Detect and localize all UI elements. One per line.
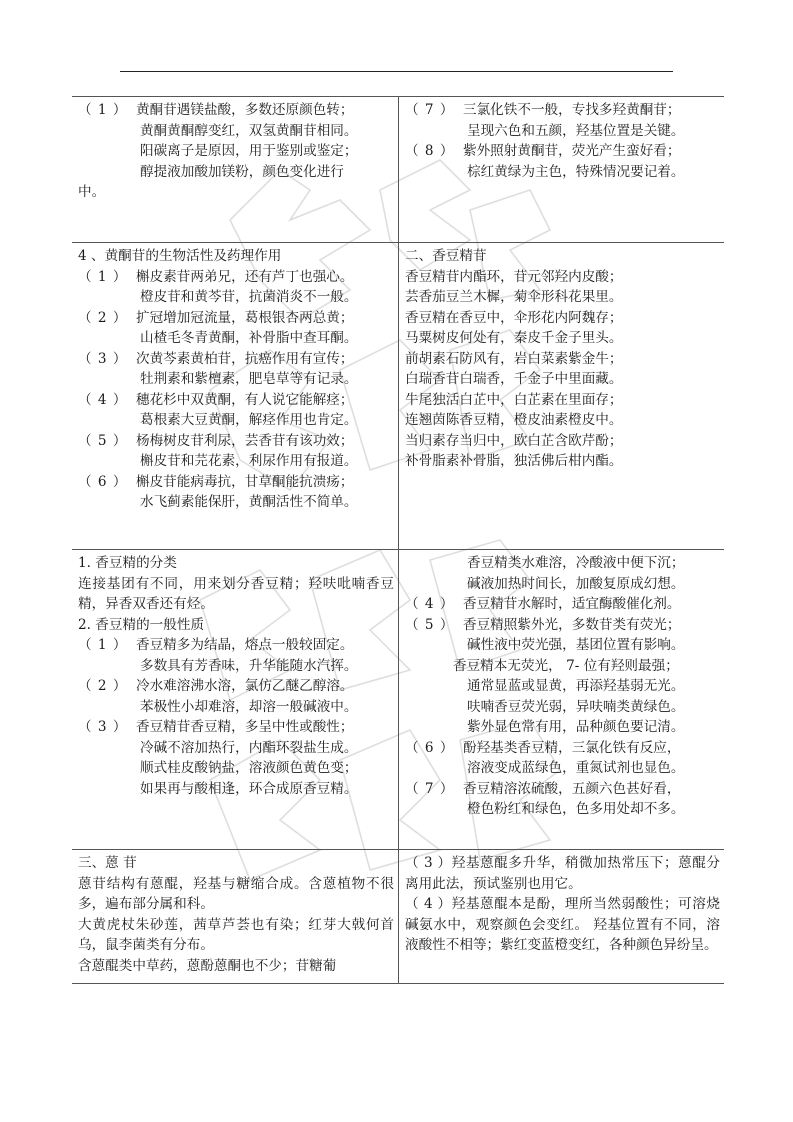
verse-table	[72, 96, 724, 984]
list-item: （ 2 ） 冷水难溶沸水溶，氯仿乙醚乙醇溶。	[78, 678, 354, 694]
list-item: （ 1 ） 槲皮素苷两弟兄，还有芦丁也强心。	[78, 268, 354, 285]
section-heading: 1. 香豆精的分类	[78, 555, 177, 571]
list-item: （ 7 ） 香豆精溶浓硫酸，五颜六色甚好看，	[405, 780, 681, 797]
list-item: （ 3 ） 香豆精苷香豆精，多呈中性或酸性；	[78, 719, 354, 735]
table-row	[72, 850, 724, 984]
table-row	[72, 97, 724, 243]
list-item: （ 3 ） 次黄芩素黄柏苷，抗癌作用有宣传；	[78, 350, 354, 367]
list-item: （ 8 ） 紫外照射黄酮苷，荧光产生蛮好看；	[405, 143, 681, 159]
section-heading: 三、蒽 苷	[78, 855, 137, 871]
table-row	[72, 243, 724, 550]
list-item: （ 1 ） 香豆精多为结晶，熔点一般较固定。	[78, 637, 354, 653]
list-item: （ 5 ） 香豆精照紫外光，多数苷类有荧光；	[405, 616, 681, 633]
section-heading: 4 、黄酮苷的生物活性及药理作用	[78, 248, 282, 264]
cell-anthraquinone-properties: （ 3 ）羟基蒽醌多升华，稍微加热常压下；蒽醌分离用此法，预试鉴别也用它。 （ 4 ）羟基蒽醌本是酚，理所当然弱酸性；可溶烧碱氨水中，观察颜色会变红。 羟基位置有不同，溶液酸性不相等；紫红变蓝橙变红，各种颜色异纷呈。	[405, 855, 720, 953]
cell-flavonoid-reactions-1: （ 1 ） 黄酮苷遇镁盐酸，多数还原颜色转； 黄酮黄酮醇变红，双氢黄酮苷相同。 阳碳离子是原因，用于鉴别或鉴定； 醇提液加酸加镁粉，颜色变化进行 中。	[72, 97, 399, 243]
list-item: （ 4 ） 香豆精苷水解时，适宜酶酸催化剂。	[405, 596, 681, 612]
cell-coumarin-glycosides: 二、香豆精苷 香豆精苷内酯环，苷元邻羟内皮酸； 芸香茄豆兰木樨，菊伞形科花果里。 香豆精在香豆中，伞形花内阿魏存； 马粟树皮何处有，秦皮千金子里头。 前胡素石防风有，岩白菜素紫金牛； 白瑞香苷白瑞香，千金子中里面藏。 牛尾独活白芷中，白芷素在里面存； 连翘茵陈香豆精，橙皮油素橙皮中。 当归素存当归中，欧白芷含欧芹酚； 补骨脂素补骨脂，独活佛后柑内酯。	[399, 243, 725, 550]
cell-coumarin-properties: 香豆精类水难溶，冷酸液中便下沉； 碱液加热时间长，加酸复原成幻想。 （ 4 ） 香豆精苷水解时，适宜酶酸催化剂。 （ 5 ） 香豆精照紫外光，多数苷类有荧光； 碱性液中荧光强，基团位置有影响。 香豆精本无荧光， 7- 位有羟则最强； 通常显蓝或显黄，再添羟基弱无光。 呋喃香豆荧光弱，异呋喃类黄绿色。 紫外显色常有用，品种颜色要记清。 （ 6 ） 酚羟基类香豆精，三氯化铁有反应， 溶液变成蓝绿色，重氮试剂也显色。 （ 7 ） 香豆精溶浓硫酸，五颜六色甚好看， 橙色粉红和绿色，色多用处却不多。	[399, 550, 725, 850]
table-row	[72, 550, 724, 850]
list-item: （ 6 ） 酚羟基类香豆精，三氯化铁有反应，	[405, 739, 681, 756]
section-heading: 二、香豆精苷	[405, 248, 487, 264]
section-heading: 2. 香豆精的一般性质	[78, 616, 205, 633]
list-item: （ 5 ） 杨梅树皮苷利尿，芸香苷有该功效；	[78, 432, 354, 449]
list-item: （ 4 ） 穗花杉中双黄酮，有人说它能解痉；	[78, 391, 354, 408]
list-item: （ 7 ） 三氯化铁不一般，专找多羟黄酮苷；	[405, 102, 681, 118]
list-item: （ 1 ） 黄酮苷遇镁盐酸，多数还原颜色转；	[78, 102, 354, 118]
cell-flavonoid-bioactivity: 4 、黄酮苷的生物活性及药理作用 （ 1 ） 槲皮素苷两弟兄，还有芦丁也强心。 橙皮苷和黄芩苷，抗菌消炎不一般。 （ 2 ） 扩冠增加冠流量，葛根银杏两总黄； 山楂毛冬青黄酮，补骨脂中查耳酮。 （ 3 ） 次黄芩素黄柏苷，抗癌作用有宣传； 牡荆素和紫檀素，肥皂草等有记录。 （ 4 ） 穗花杉中双黄酮，有人说它能解痉； 葛根素大豆黄酮，解痉作用也肯定。 （ 5 ） 杨梅树皮苷利尿，芸香苷有该功效； 槲皮苷和芫花素，利尿作用有报道。 （ 6 ） 槲皮苷能病毒抗，甘草酮能抗溃疡； 水飞蓟素能保肝，黄酮活性不简单。	[72, 243, 399, 550]
cell-flavonoid-reactions-2: （ 7 ） 三氯化铁不一般，专找多羟黄酮苷； 呈现六色和五颜，羟基位置是关键。 （ 8 ） 紫外照射黄酮苷，荧光产生蛮好看； 棕红黄绿为主色，特殊情况要记着。	[399, 97, 725, 243]
cell-coumarin-classification: 1. 香豆精的分类 连接基团有不同，用来划分香豆精；羟呋吡喃香豆精，异香双香还有烃。 2. 香豆精的一般性质 （ 1 ） 香豆精多为结晶，熔点一般较固定。 多数具有芳香味，升华能随水汽挥。 （ 2 ） 冷水难溶沸水溶，氯仿乙醚乙醇溶。 苯极性小却难溶，却溶一般碱液中。 （ 3 ） 香豆精苷香豆精，多呈中性或酸性； 冷碱不溶加热行，内酯环裂盐生成。 顺式桂皮酸钠盐，溶液颜色黄色变； 如果再与酸相逢，环合成原香豆精。	[72, 550, 399, 850]
list-item: （ 6 ） 槲皮苷能病毒抗，甘草酮能抗溃疡；	[78, 473, 354, 490]
cell-anthraquinone-glycosides: 三、蒽 苷 蒽苷结构有蒽醌，羟基与糖缩合成。含蒽植物不很多，遍布部分属和科。 大黄虎杖朱砂莲，茜草芦荟也有染；红芽大戟何首乌，鼠李菌类有分布。 含蒽醌类中草药，蒽酚蒽酮也不少；苷糖葡	[72, 850, 399, 984]
list-item: （ 2 ） 扩冠增加冠流量，葛根银杏两总黄；	[78, 309, 354, 326]
header-rule	[120, 71, 673, 72]
